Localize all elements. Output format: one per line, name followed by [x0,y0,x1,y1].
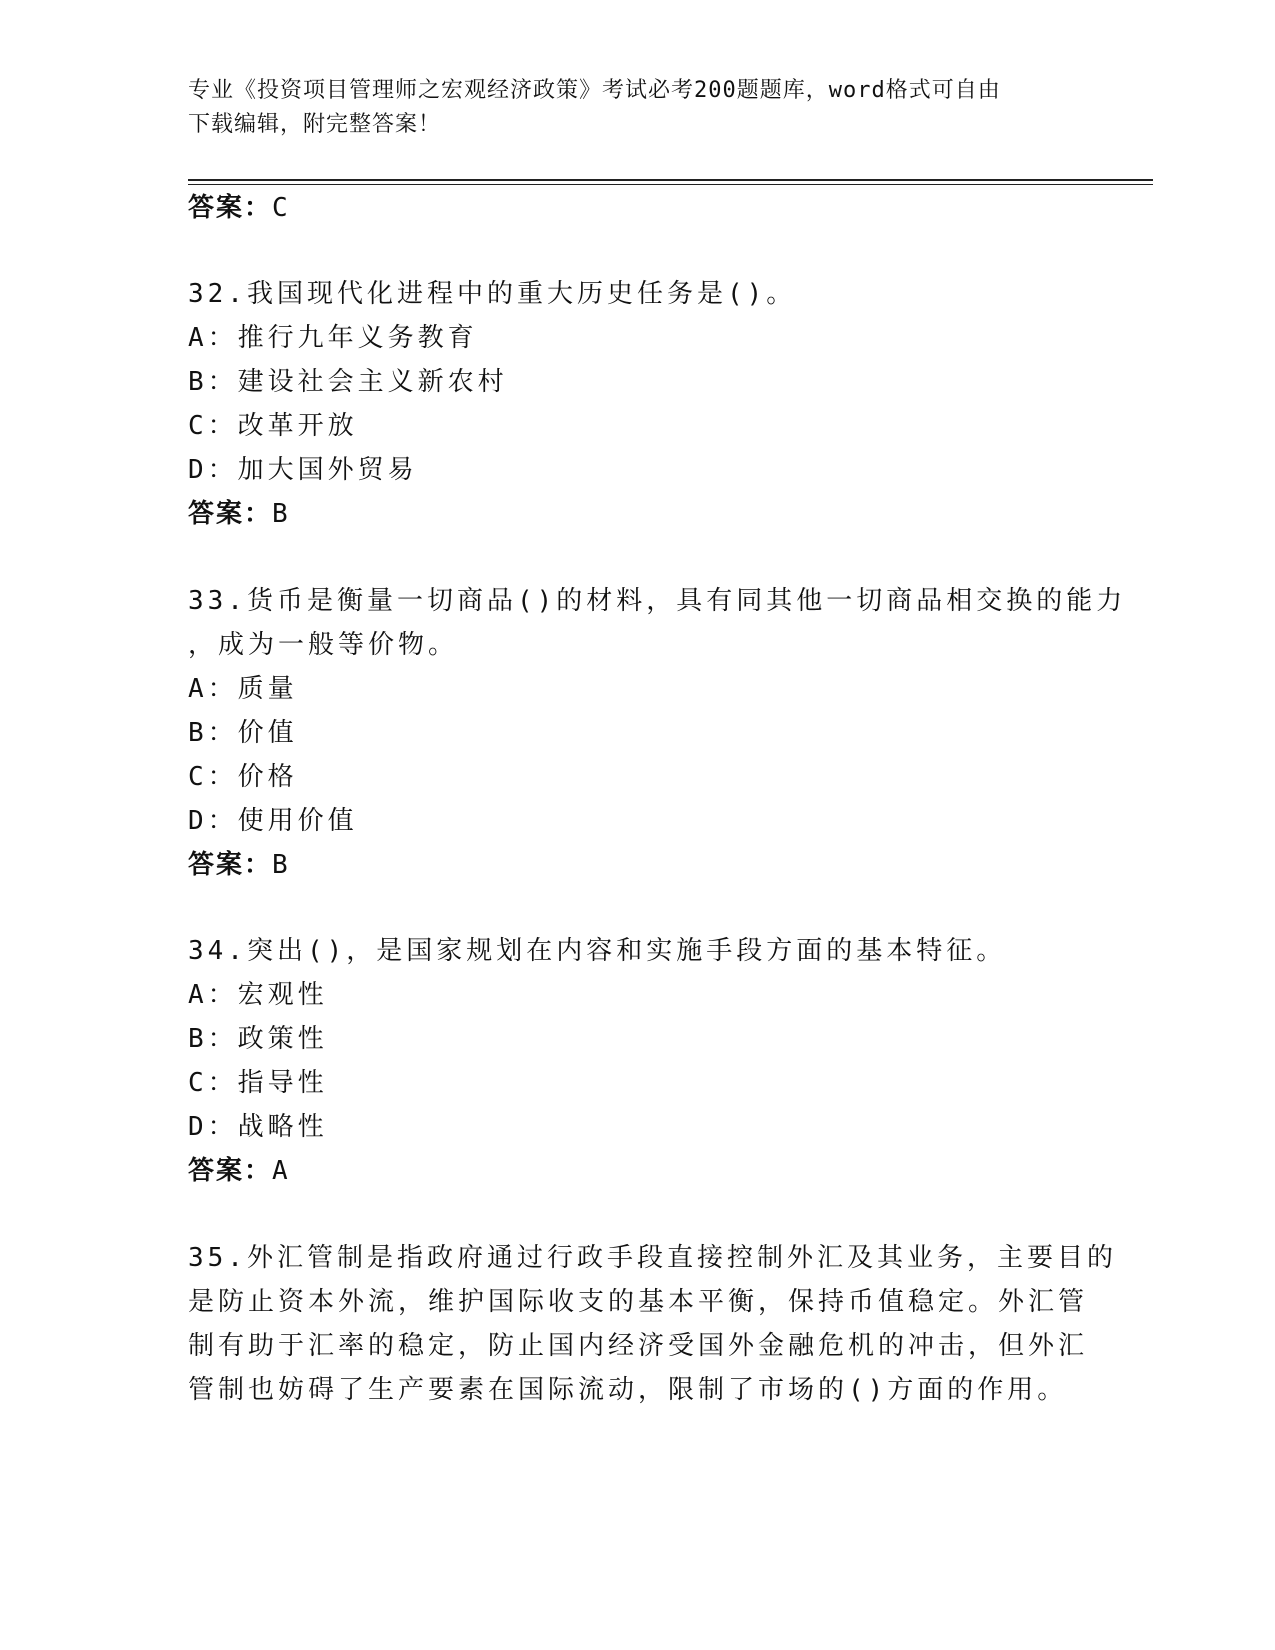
question-32-option-d: D：加大国外贸易 [188,455,418,485]
answer-value: A [272,1156,290,1186]
question-34-option-a: A：宏观性 [188,980,328,1010]
question-33-option-d: D：使用价值 [188,806,358,836]
question-33-option-c: C：价格 [188,762,298,792]
question-34-answer [188,1153,290,1189]
question-35-text-line-3: 制有助于汇率的稳定，防止国内经济受国外金融危机的冲击，但外汇 [188,1331,1089,1361]
question-32-answer [188,496,290,532]
question-34-option-c: C：指导性 [188,1068,328,1098]
question-32-option-b: B：建设社会主义新农村 [188,367,508,397]
question-32-option-c: C：改革开放 [188,411,358,441]
answer-line [188,190,290,226]
question-34-text: 34.突出()，是国家规划在内容和实施手段方面的基本特征。 [188,936,1007,966]
question-33-option-a: A：质量 [188,674,298,704]
question-35-text-line-4: 管制也妨碍了生产要素在国际流动，限制了市场的()方面的作用。 [188,1375,1068,1405]
answer-value: B [272,499,290,529]
question-32-option-a: A：推行九年义务教育 [188,323,478,353]
question-35-text-line-2: 是防止资本外流，维护国际收支的基本平衡，保持币值稳定。外汇管 [188,1287,1089,1317]
answer-label: 答案： [188,1156,273,1186]
answer-label: 答案： [188,499,273,529]
question-34-option-b: B：政策性 [188,1024,328,1054]
question-33-option-b: B：价值 [188,718,298,748]
header-line-2: 下载编辑，附完整答案！ [188,112,442,137]
answer-label: 答案： [188,193,273,223]
answer-value: C [272,193,290,223]
question-33-answer [188,847,290,883]
header-divider-thin [188,184,1153,185]
question-33-text-line-2: ，成为一般等价物。 [188,630,459,660]
question-34-option-d: D：战略性 [188,1112,328,1142]
question-33-text-line-1: 33.货币是衡量一切商品()的材料，具有同其他一切商品相交换的能力 [188,586,1127,616]
header-line-1: 专业《投资项目管理师之宏观经济政策》考试必考200题题库，word格式可自由 [188,78,1001,103]
answer-value: B [272,850,290,880]
question-32-text: 32.我国现代化进程中的重大历史任务是()。 [188,279,797,309]
page-header [188,74,1088,142]
header-divider [188,179,1153,181]
answer-label: 答案： [188,850,273,880]
question-35-text-line-1: 35.外汇管制是指政府通过行政手段直接控制外汇及其业务，主要目的 [188,1243,1117,1273]
